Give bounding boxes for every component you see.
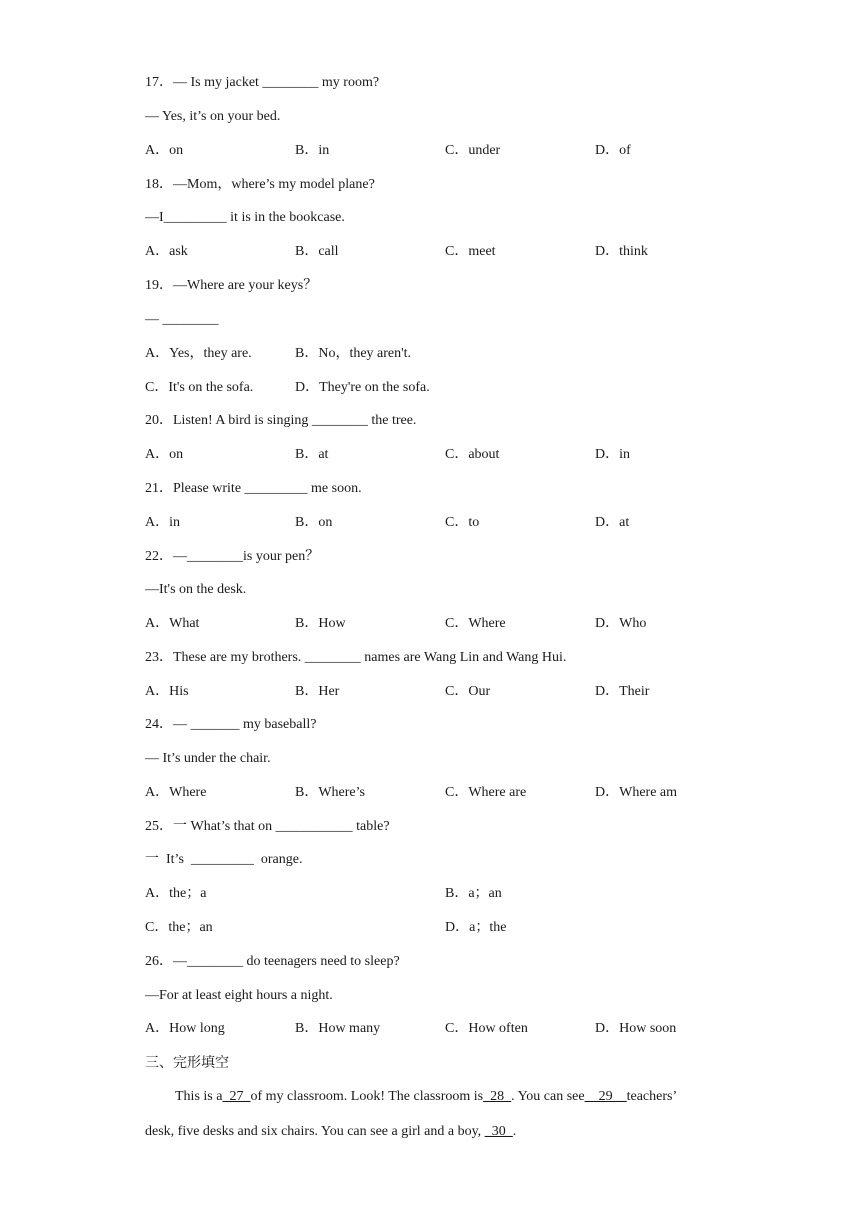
question-23-option-b: B．Her [295,684,340,699]
question-25-option-d: D．a；the [445,920,507,935]
question-20-option-c: C．about [445,447,500,462]
question-19-reply: — ________ [145,312,219,327]
question-22-option-a: A．What [145,616,200,631]
cloze-text: desk, five desks and six chairs. You can see a girl and a boy, [145,1124,485,1139]
question-21-option-a: A．in [145,515,180,530]
question-22-option-b: B．How [295,616,346,631]
question-24-option-d: D．Where am [595,785,678,800]
question-23-option-d: D．Their [595,684,650,699]
question-19-option-c: C．It's on the sofa. [145,380,254,395]
question-19-stem: 19．—Where are your keys？ [145,278,318,293]
question-18-option-c: C．meet [445,244,496,259]
question-22-reply: —It's on the desk. [145,582,247,597]
question-21-option-d: D．at [595,515,630,530]
question-23-option-a: A．His [145,684,189,699]
question-21-option-c: C．to [445,515,480,530]
question-25-option-a: A．the；a [145,886,207,901]
question-18-option-b: B．call [295,244,339,259]
question-22-stem: 22．—________is your pen？ [145,549,320,564]
question-20-option-d: D．in [595,447,630,462]
question-26-option-a: A．How long [145,1021,225,1036]
question-19-option-b: B．No，they aren't. [295,346,412,361]
question-25-option-b: B．a；an [445,886,502,901]
question-22-option-c: C．Where [445,616,506,631]
cloze-paragraph-line-1 [145,1088,725,1106]
question-21-option-b: B．on [295,515,333,530]
question-18-option-a: A．ask [145,244,188,259]
cloze-text: This is a [175,1089,223,1104]
question-25-stem: 25．一 What’s that on ___________ table? [145,819,390,834]
question-18-stem: 18．—Mom，where’s my model plane? [145,177,375,192]
cloze-text: . [512,1124,517,1139]
question-17-option-a: A．on [145,143,184,158]
question-24-option-c: C．Where are [445,785,527,800]
question-23-option-c: C．Our [445,684,491,699]
question-20-stem: 20．Listen! A bird is singing ________ the tree. [145,413,417,428]
question-25-reply: 一 It’s _________ orange. [145,852,303,867]
blank-30: _30_ [484,1124,513,1139]
question-26-option-d: D．How soon [595,1021,677,1036]
cloze-text: . You can see [511,1089,585,1104]
question-25-option-c: C．the；an [145,920,213,935]
blank-29: __29__ [584,1089,627,1104]
cloze-text: teachers’ [626,1089,678,1104]
blank-28: _28_ [483,1089,512,1104]
question-21-stem: 21．Please write _________ me soon. [145,481,362,496]
question-17-option-c: C．under [445,143,501,158]
question-18-option-d: D．think [595,244,648,259]
question-20-option-b: B．at [295,447,329,462]
question-26-option-c: C．How often [445,1021,528,1036]
question-19-option-a: A．Yes，they are. [145,346,252,361]
blank-27: _27_ [222,1089,251,1104]
question-26-reply: —For at least eight hours a night. [145,988,333,1003]
question-18-reply: —I_________ it is in the bookcase. [145,210,345,225]
question-17-reply: — Yes, it’s on your bed. [145,109,281,124]
question-17-option-b: B．in [295,143,330,158]
question-17-option-d: D．of [595,143,631,158]
question-23-stem: 23．These are my brothers. ________ names are Wang Lin and Wang Hui. [145,650,567,665]
cloze-paragraph-line-2 [145,1123,725,1141]
question-19-option-d: D．They're on the sofa. [295,380,430,395]
question-24-option-b: B．Where’s [295,785,365,800]
question-22-option-d: D．Who [595,616,647,631]
section-heading: 三、完形填空 [145,1055,229,1071]
question-24-reply: — It’s under the chair. [145,751,271,766]
question-20-option-a: A．on [145,447,184,462]
question-24-option-a: A．Where [145,785,207,800]
question-24-stem: 24．— _______ my baseball? [145,717,317,732]
question-17-stem: 17．— Is my jacket ________ my room? [145,75,380,90]
question-26-option-b: B．How many [295,1021,381,1036]
question-26-stem: 26．—________ do teenagers need to sleep? [145,954,400,969]
cloze-text: of my classroom. Look! The classroom is [250,1089,484,1104]
